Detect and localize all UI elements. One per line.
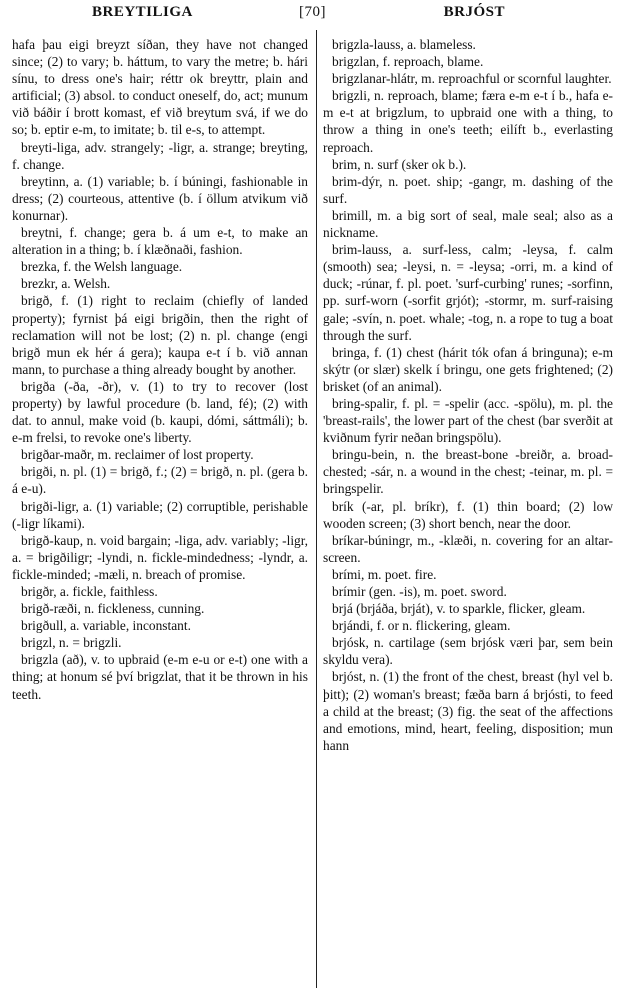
dictionary-entry: breyti-liga, adv. strangely; -ligr, a. strange; breyting, f. change. [12,139,308,172]
page-header [12,4,613,26]
dictionary-entry: brigzlanar-hlátr, m. reproachful or scornful laughter. [332,71,612,87]
dictionary-entry: brjóst, n. (1) the front of the chest, breast (hyl vel b. þitt); (2) woman's breast; fæða barn á brjósti, to feed a child at the breast; (3) fig. the seat of the affections and emotions, mind, heart, feeling, disposition; mun hann [323,669,613,753]
dictionary-entry: brigð, f. (1) right to reclaim (chiefly of landed property); fyrnist þá eigi brigðin, then the right of reclamation will not be lost; (2) n. pl. change (engi brigð mun ek hér á gera); kaupa e-t í b. við annan mann, to purchase a thing already bought by another. [12,293,308,377]
page-number: [70] [299,4,326,20]
dictionary-entry: bringa, f. (1) chest (hárit tók ofan á bringuna); e-m skýtr (or slær) skelk í bringu, one gets frightened; (2) brisket (of an animal). [323,344,613,394]
dictionary-entry: bring-spalir, f. pl. = -spelir (acc. -spölu), m. pl. the 'breast-rails', the lower part of the chest (bar sverðit at kviðnum fyrir neðan bringspölu). [323,395,613,446]
dictionary-entry: brigð-ræði, n. fickleness, cunning. [21,601,205,617]
dictionary-entry: brigðull, a. variable, inconstant. [21,618,191,634]
dictionary-entry: brigði, n. pl. (1) = brigð, f.; (2) = brigð, n. pl. (gera b. á e-u). [12,464,308,497]
header-left-guideword: BREYTILIGA [92,4,193,20]
header-right-guideword: BRJÓST [443,4,505,20]
dictionary-entry: brimill, m. a big sort of seal, male seal; also as a nickname. [323,207,613,241]
dictionary-entry: brezka, f. the Welsh language. [21,259,183,275]
dictionary-entry: brim, n. surf (sker ok b.). [332,156,467,172]
dictionary-entry: brigzl, n. = brigzli. [21,635,122,651]
dictionary-entry: brigði-ligr, a. (1) variable; (2) corruptible, perishable (-ligr líkami). [12,498,308,531]
dictionary-entry: brigzla (að), v. to upbraid (e-m e-u or e-t) one with a thing; at honum sé því brigzlat, that it be thrown in his teeth. [12,652,308,702]
dictionary-entry: hafa þau eigi breyzt síðan, they have not changed since; (2) to vary; b. háttum, to vary the metre; b. hári sínu, to dress one's hair; réttr ok breyttr, plain and artificial; (3) absol. to conduct oneself, do, act; munum við báðir í brott komast, ef við breytum svá, if we do so; b. eptir e-m, to imitate; b. til e-s, to attempt. [12,37,308,138]
dictionary-entry: brezkr, a. Welsh. [21,276,111,292]
dictionary-entry: brjándi, f. or n. flickering, gleam. [332,618,511,634]
dictionary-entry: brigða (-ða, -ðr), v. (1) to try to recover (lost property) by lawful procedure (b. land, fé); (2) with dat. to annul, make void (b. kaupi, dómi, sáttmáli); b. e-m frelsi, to revoke one's liberty. [12,378,308,446]
dictionary-entry: brim-lauss, a. surf-less, calm; -leysa, f. calm (smooth) sea; -leysi, n. = -leysa; -orri, m. a kind of duck; -rúnar, f. pl. poet. 'surf-curbing' runes; -sorfinn, pp. surf-worn (-sorfit grjót); -stormr, m. surf-raising gale; -svín, n. poet. whale; -tog, n. a rope to tug a boat through the surf. [323,242,613,343]
dictionary-entry: brigzla-lauss, a. blameless. [332,37,476,52]
dictionary-entry: bringu-bein, n. the breast-bone -breiðr, a. broad-chested; -sár, n. a wound in the chest; -teinar, m. pl. = bringspelir. [323,447,613,497]
dictionary-entry: brími, m. poet. fire. [332,566,437,582]
dictionary-entry: brigzlan, f. reproach, blame. [332,54,484,70]
dictionary-entry: breytinn, a. (1) variable; b. í búningi, fashionable in dress; (2) courteous, attentive (b. í öllum atvikum við konurnar). [12,173,308,223]
dictionary-entry: brjósk, n. cartilage (sem brjósk væri þar, sem bein skyldu vera). [323,635,613,668]
dictionary-entry: brjá (brjáða, brját), v. to sparkle, flicker, gleam. [332,601,586,617]
dictionary-entry: breytni, f. change; gera b. á um e-t, to make an alteration in a thing; b. í klæðnaði, fashion. [12,225,308,258]
dictionary-entry: brim-dýr, n. poet. ship; -gangr, m. dashing of the surf. [323,173,613,206]
left-column [12,36,308,703]
dictionary-entry: brigðar-maðr, m. reclaimer of lost property. [21,447,254,463]
dictionary-entry: brímir (gen. -is), m. poet. sword. [332,584,507,599]
dictionary-entry: brigðr, a. fickle, faithless. [21,584,158,599]
dictionary-entry: brigð-kaup, n. void bargain; -liga, adv. variably; -ligr, a. = brigðiligr; -lyndi, n. fickle-mindedness; -lyndr, a. fickle-minded; -mæli, n. breach of promise. [12,532,308,582]
dictionary-entry: brík (-ar, pl. bríkr), f. (1) thin board; (2) low wooden screen; (3) short bench, near the door. [323,498,613,531]
right-column [323,36,613,754]
dictionary-entry: brigzli, n. reproach, blame; færa e-m e-t í b., hafa e-m e-t at brigzlum, to upbraid one with a thing, to throw a thing in one's teeth; eilíft b., everlasting reproach. [323,88,613,155]
column-divider [316,30,317,988]
dictionary-entry: bríkar-búningr, m., -klæði, n. covering for an altar-screen. [323,532,613,565]
